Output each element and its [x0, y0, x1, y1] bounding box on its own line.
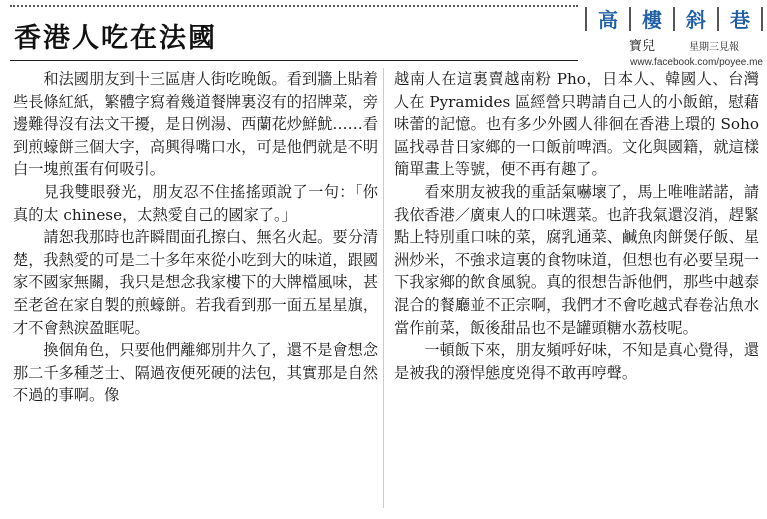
- article-title: 香港人吃在法國: [14, 23, 217, 54]
- article-paragraph: 看來朋友被我的重話氣嚇壞了，馬上唯唯諾諾，請我依香港／廣東人的口味選菜。也許我氣還沒消，趕緊點上特別重口味的菜，腐乳通菜、鹹魚肉餅煲仔飯、星洲炒米，不強求這裏的食物味道，但想也有必要呈現一下我家鄉的飲食風貌。真的很想告訴他們，那些中越泰混合的餐廳並不正宗啊，我們才不會吃越式春卷沾魚水當作前菜，飯後甜品也不是罐頭糖水荔枝呢。: [394, 182, 759, 337]
- column-name-char: 高: [598, 8, 618, 32]
- masthead-divider: [585, 7, 587, 31]
- publish-schedule: 星期三見報: [689, 42, 739, 53]
- author-website: www.facebook.com/poyee.me: [630, 57, 763, 68]
- masthead-divider: [629, 7, 631, 31]
- column-name: [585, 4, 763, 33]
- article-paragraph: 請恕我那時也許瞬間面孔擦白、無名火起。要分清楚，我熱愛的可是二十多年來從小吃到大的味道，跟國家不國家無關，我只是想念我家樓下的大牌檔風味，甚至老爸在家自製的煎蠔餅。若我看到那一面五星星旗，才不會熱淚盈眶呢。: [13, 228, 378, 337]
- masthead-divider: [761, 7, 763, 31]
- article-paragraph: 一頓飯下來，朋友頻呼好味，不知是真心覺得，還是被我的潑悍態度兇得不敢再哼聲。: [394, 341, 759, 382]
- masthead-divider: [717, 7, 719, 31]
- article-paragraph: 換個角色，只要他們離鄉別井久了，還不是會想念那二千多種芝士、隔過夜便死硬的法包，其實那是自然不過的事啊。像: [13, 341, 378, 405]
- author-name: 寶兒: [629, 39, 656, 54]
- title-underline: [10, 60, 578, 61]
- column-name-char: 巷: [730, 8, 750, 32]
- column-masthead: [585, 2, 763, 68]
- column-name-char: 樓: [642, 8, 662, 32]
- top-dotted-rule: [10, 5, 578, 7]
- masthead-divider: [673, 7, 675, 31]
- article-column-right: [394, 68, 759, 518]
- article-paragraph: 越南人在這裏賣越南粉 Pho，日本人、韓國人、台灣人在 Pyramides 區經營只聘請自己人的小飯館，慰藉味蕾的記憶。也有多少外國人徘徊在香港上環的 Soho 區找尋昔日家鄉的一口飯前啤酒。文化與國籍，就這樣簡單畫上等號，便不再有趣了。: [394, 70, 759, 179]
- column-divider: [383, 68, 384, 508]
- article-column-left: [13, 68, 378, 518]
- article-paragraph: 見我雙眼發光，朋友忍不住搖搖頭說了一句：「你真的太 chinese，太熱愛自己的國家了。」: [13, 182, 378, 224]
- article-paragraph: 和法國朋友到十三區唐人街吃晚飯。看到牆上貼着些長條紅紙，繁體字寫着幾道餐牌裏沒有的招牌菜，旁邊難得沒有法文干擾，是日例湯、西蘭花炒鮮魷……看到煎蠔餅三個大字，高興得嘴口水，可是他們就是不明白一塊煎蛋有何吸引。: [13, 70, 378, 179]
- column-name-char: 斜: [686, 8, 706, 32]
